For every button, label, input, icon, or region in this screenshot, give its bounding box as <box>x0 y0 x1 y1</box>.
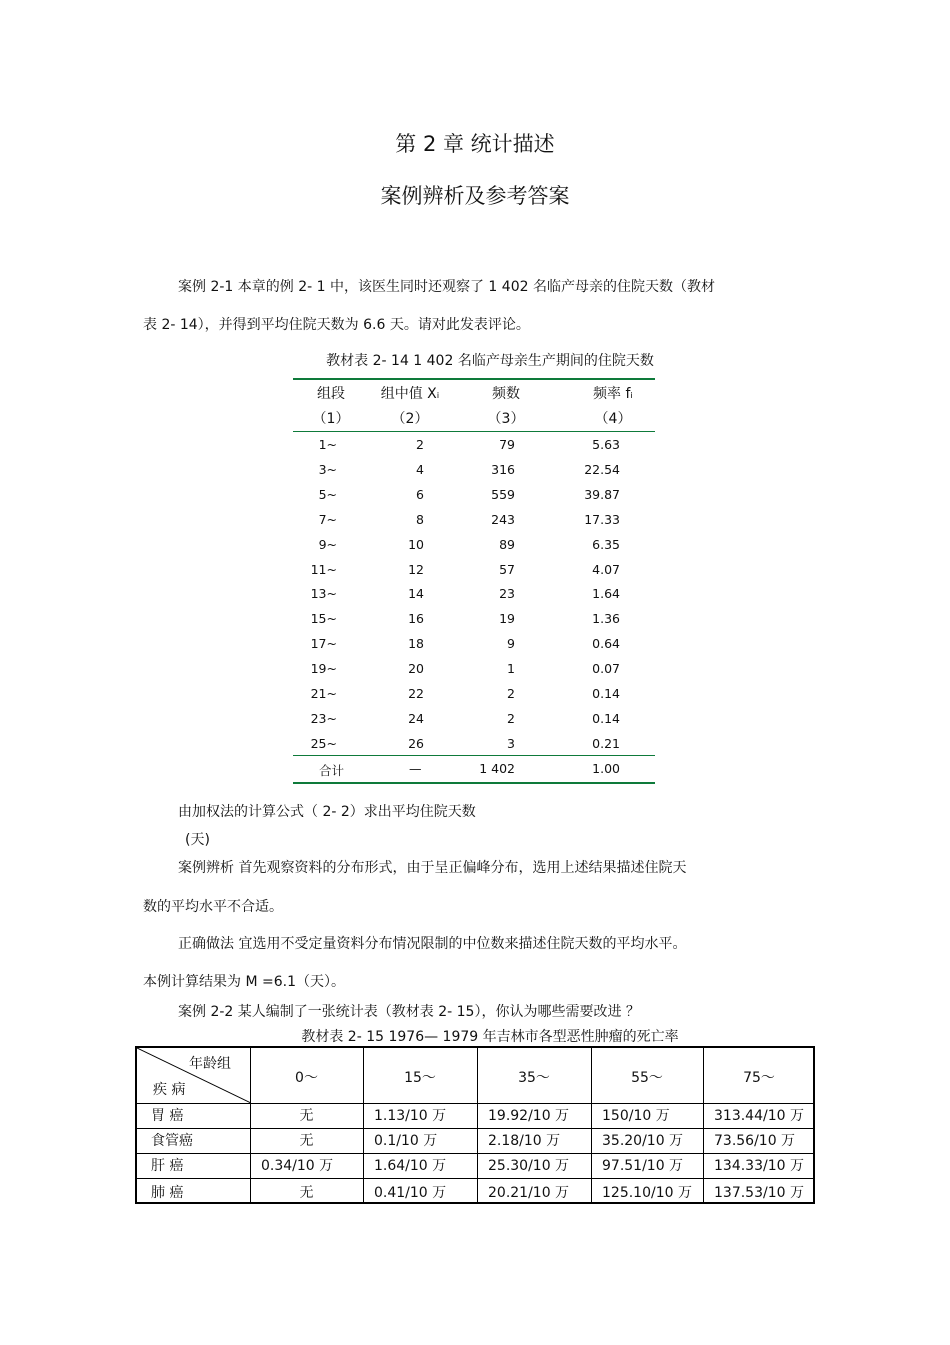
rate-cell: 22.54 <box>584 461 620 477</box>
rate-cell: 无 <box>299 1185 314 1201</box>
midpoint-cell: 2 <box>416 437 424 452</box>
midpoint-cell: 20 <box>408 661 424 677</box>
rate-cell: 0.21 <box>592 735 620 751</box>
disease-label: 肝 癌 <box>151 1158 184 1174</box>
midpoint-cell: 16 <box>408 611 424 627</box>
rate-cell: 无 <box>299 1108 314 1124</box>
rate-cell: 1.64 <box>592 586 620 602</box>
group-cell: 21~ <box>310 686 337 701</box>
total-rule <box>293 755 655 756</box>
rate-cell: 4.07 <box>592 561 620 577</box>
midpoint-cell: 22 <box>408 686 424 701</box>
case1-line2: 表 2- 14），并得到平均住院天数为 6.6 天。请对此发表评论。 <box>143 317 530 333</box>
age-header: 15～ <box>404 1070 436 1086</box>
group-cell: 17~ <box>310 636 337 652</box>
rate-cell: 无 <box>299 1133 314 1149</box>
midpoint-cell: 12 <box>408 561 424 577</box>
rate-header: 频率 fᵢ <box>593 386 633 402</box>
age-header: 75～ <box>743 1070 775 1086</box>
rate-cell: 0.64 <box>592 636 620 652</box>
analysis-line1: 案例辨析 首先观察资料的分布形式，由于呈正偏峰分布，选用上述结果描述住院天 <box>178 860 687 876</box>
table15-caption: 教材表 2- 15 1976— 1979 年吉林市各型恶性肿瘤的死亡率 <box>301 1029 679 1045</box>
frequency-header: 频数 <box>492 386 520 402</box>
rate-cell: 17.33 <box>584 511 620 527</box>
page-title: 第 2 章 统计描述 <box>395 132 555 156</box>
total-rate: 1.00 <box>592 761 620 776</box>
group-header: 组段 <box>317 386 345 402</box>
midpoint-header-index: （2） <box>391 411 429 427</box>
page-subtitle: 案例辨析及参考答案 <box>380 184 570 208</box>
frequency-cell: 243 <box>491 511 515 527</box>
group-cell: 13~ <box>310 586 337 602</box>
corner-age-label: 年龄组 <box>189 1056 231 1072</box>
header-rule <box>293 431 655 432</box>
midpoint-header: 组中值 Xᵢ <box>380 386 440 402</box>
group-cell: 25~ <box>310 735 337 751</box>
frequency-header-index: （3） <box>487 411 525 427</box>
midpoint-cell: 26 <box>408 735 424 751</box>
case2-text: 案例 2-2 某人编制了一张统计表（教材表 2- 15），你认为哪些需要改进 ？ <box>178 1004 640 1020</box>
frequency-cell: 9 <box>507 636 515 652</box>
rate-cell: 20.21/10 万 <box>488 1185 570 1201</box>
analysis-line2: 数的平均水平不合适。 <box>143 899 283 915</box>
rate-cell: 313.44/10 万 <box>714 1108 804 1124</box>
group-cell: 15~ <box>310 611 337 627</box>
corner-disease-label: 疾 病 <box>153 1082 186 1098</box>
midpoint-cell: 18 <box>408 636 424 652</box>
disease-label: 胃 癌 <box>151 1108 184 1124</box>
frequency-cell: 1 <box>507 661 515 677</box>
table14-caption: 教材表 2- 14 1 402 名临产母亲生产期间的住院天数 <box>326 353 654 369</box>
rate-cell: 1.36 <box>592 611 620 627</box>
frequency-cell: 19 <box>499 611 515 627</box>
group-cell: 7~ <box>318 511 337 527</box>
frequency-cell: 89 <box>499 536 515 552</box>
rate-cell: 2.18/10 万 <box>488 1133 561 1149</box>
row-divider <box>137 1103 813 1104</box>
rate-cell: 134.33/10 万 <box>714 1158 804 1174</box>
rate-cell: 0.14 <box>592 686 620 701</box>
rate-cell: 150/10 万 <box>602 1108 670 1124</box>
midpoint-cell: 14 <box>408 586 424 602</box>
total-label: 合计 <box>319 763 345 778</box>
rate-cell: 125.10/10 万 <box>602 1185 692 1201</box>
age-header: 55～ <box>631 1070 663 1086</box>
row-divider <box>137 1153 813 1154</box>
total-frequency: 1 402 <box>479 761 515 776</box>
frequency-cell: 57 <box>499 561 515 577</box>
case1-line1: 案例 2-1 本章的例 2- 1 中，该医生同时还观察了 1 402 名临产母亲的住院天数（教材 <box>178 279 715 295</box>
bottom-rule <box>293 782 655 784</box>
row-divider <box>137 1128 813 1129</box>
group-cell: 11~ <box>310 561 337 577</box>
group-cell: 19~ <box>310 661 337 677</box>
disease-label: 食管癌 <box>151 1133 193 1149</box>
age-header: 35～ <box>518 1070 550 1086</box>
rate-cell: 0.34/10 万 <box>261 1158 334 1174</box>
age-header: 0～ <box>295 1070 318 1086</box>
frequency-cell: 2 <box>507 686 515 701</box>
group-cell: 5~ <box>318 486 337 502</box>
frequency-cell: 2 <box>507 710 515 726</box>
rate-cell: 0.1/10 万 <box>374 1133 438 1149</box>
midpoint-cell: 24 <box>408 710 424 726</box>
total-midpoint: — <box>409 761 422 776</box>
group-header-index: （1） <box>312 411 350 427</box>
rate-cell: 6.35 <box>592 536 620 552</box>
frequency-cell: 316 <box>491 461 515 477</box>
midpoint-cell: 10 <box>408 536 424 552</box>
frequency-cell: 3 <box>507 735 515 751</box>
table-2-15 <box>135 1046 815 1204</box>
frequency-cell: 79 <box>499 437 515 452</box>
rate-cell: 0.14 <box>592 710 620 726</box>
formula-text: 由加权法的计算公式（ 2- 2）求出平均住院天数 <box>178 804 476 820</box>
frequency-cell: 559 <box>491 486 515 502</box>
rate-cell: 25.30/10 万 <box>488 1158 570 1174</box>
rate-cell: 39.87 <box>584 486 620 502</box>
group-cell: 3~ <box>318 461 337 477</box>
group-cell: 1~ <box>318 437 337 452</box>
rate-cell: 5.63 <box>592 437 620 452</box>
group-cell: 23~ <box>310 710 337 726</box>
midpoint-cell: 6 <box>416 486 424 502</box>
rate-cell: 35.20/10 万 <box>602 1133 684 1149</box>
rate-cell: 19.92/10 万 <box>488 1108 570 1124</box>
midpoint-cell: 4 <box>416 461 424 477</box>
rate-cell: 73.56/10 万 <box>714 1133 796 1149</box>
group-cell: 9~ <box>318 536 337 552</box>
frequency-cell: 23 <box>499 586 515 602</box>
rate-cell: 0.07 <box>592 661 620 677</box>
rate-cell: 137.53/10 万 <box>714 1185 804 1201</box>
result-text: 本例计算结果为 M =6.1（天）。 <box>143 974 345 990</box>
row-divider <box>137 1178 813 1179</box>
disease-label: 肺 癌 <box>151 1185 184 1201</box>
rate-cell: 0.41/10 万 <box>374 1185 447 1201</box>
unit-text: (天) <box>185 832 210 848</box>
rate-cell: 1.64/10 万 <box>374 1158 447 1174</box>
midpoint-cell: 8 <box>416 511 424 527</box>
rate-header-index: （4） <box>594 411 632 427</box>
rate-cell: 1.13/10 万 <box>374 1108 447 1124</box>
top-rule <box>293 378 655 380</box>
rate-cell: 97.51/10 万 <box>602 1158 684 1174</box>
correct-method: 正确做法 宜选用不受定量资料分布情况限制的中位数来描述住院天数的平均水平。 <box>178 936 687 952</box>
